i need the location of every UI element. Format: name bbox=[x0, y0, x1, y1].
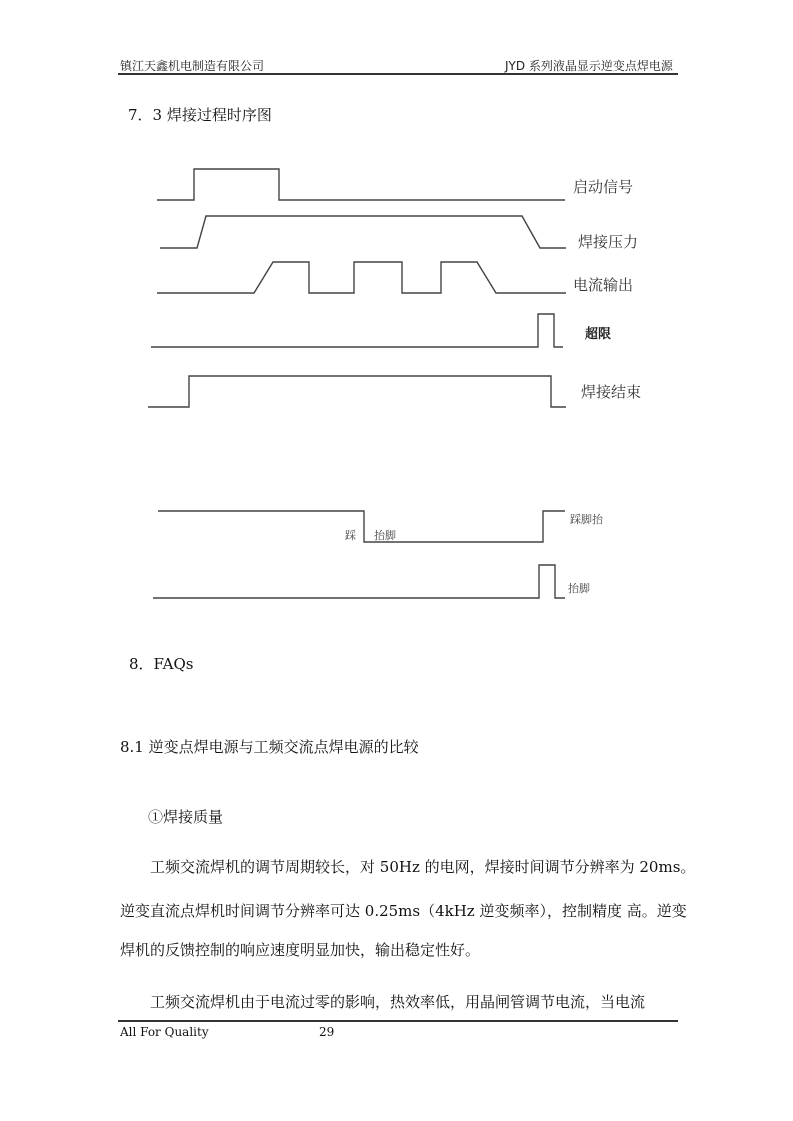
label-step-d: 抬脚 bbox=[568, 582, 590, 595]
footer-tagline: All For Quality bbox=[120, 1025, 209, 1039]
weld-pressure-waveform bbox=[160, 216, 566, 248]
label-step-a: 踩 bbox=[345, 529, 356, 542]
label-weld-end: 焊接结束 bbox=[581, 383, 642, 401]
quality-para1-line1: 工频交流焊机的调节周期较长，对 50Hz 的电网，焊接时间调节分辨率为 20ms。 bbox=[150, 858, 696, 876]
current-output-waveform bbox=[157, 262, 566, 293]
start-signal-waveform bbox=[157, 169, 565, 200]
quality-heading: ①焊接质量 bbox=[148, 808, 224, 826]
quality-para1-line3: 焊机的反馈控制的响应速度明显加快，输出稳定性好。 bbox=[120, 941, 481, 959]
header-company: 镇江天鑫机电制造有限公司 bbox=[120, 59, 265, 73]
quality-para1-line2: 逆变直流点焊机时间调节分辨率可达 0.25ms（4kHz 逆变频率），控制精度 高。逆变 bbox=[120, 902, 687, 920]
section-title-7-3: 7．3 焊接过程时序图 bbox=[128, 106, 272, 124]
footer-rule bbox=[118, 1020, 678, 1022]
label-weld-pressure: 焊接压力 bbox=[578, 233, 639, 251]
pedal-waveform bbox=[158, 511, 565, 542]
quality-para2-line1: 工频交流焊机由于电流过零的影响，热效率低，用晶闸管调节电流，当电流 bbox=[150, 993, 646, 1011]
pulse-waveform bbox=[153, 565, 565, 598]
header-product: JYD 系列液晶显示逆变点焊电源 bbox=[505, 59, 673, 73]
label-step-c: 踩脚抬 bbox=[570, 513, 603, 526]
footer-page-number: 29 bbox=[319, 1025, 335, 1039]
section-title-8: 8．FAQs bbox=[129, 655, 194, 673]
label-step-b: 抬脚 bbox=[374, 529, 396, 542]
label-current-output: 电流输出 bbox=[573, 276, 634, 294]
label-over-limit: 超限 bbox=[585, 327, 612, 342]
label-start-signal: 启动信号 bbox=[573, 178, 634, 196]
over-limit-waveform bbox=[151, 314, 563, 347]
section-title-8-1: 8.1 逆变点焊电源与工频交流点焊电源的比较 bbox=[120, 738, 419, 756]
weld-end-waveform bbox=[148, 376, 566, 407]
